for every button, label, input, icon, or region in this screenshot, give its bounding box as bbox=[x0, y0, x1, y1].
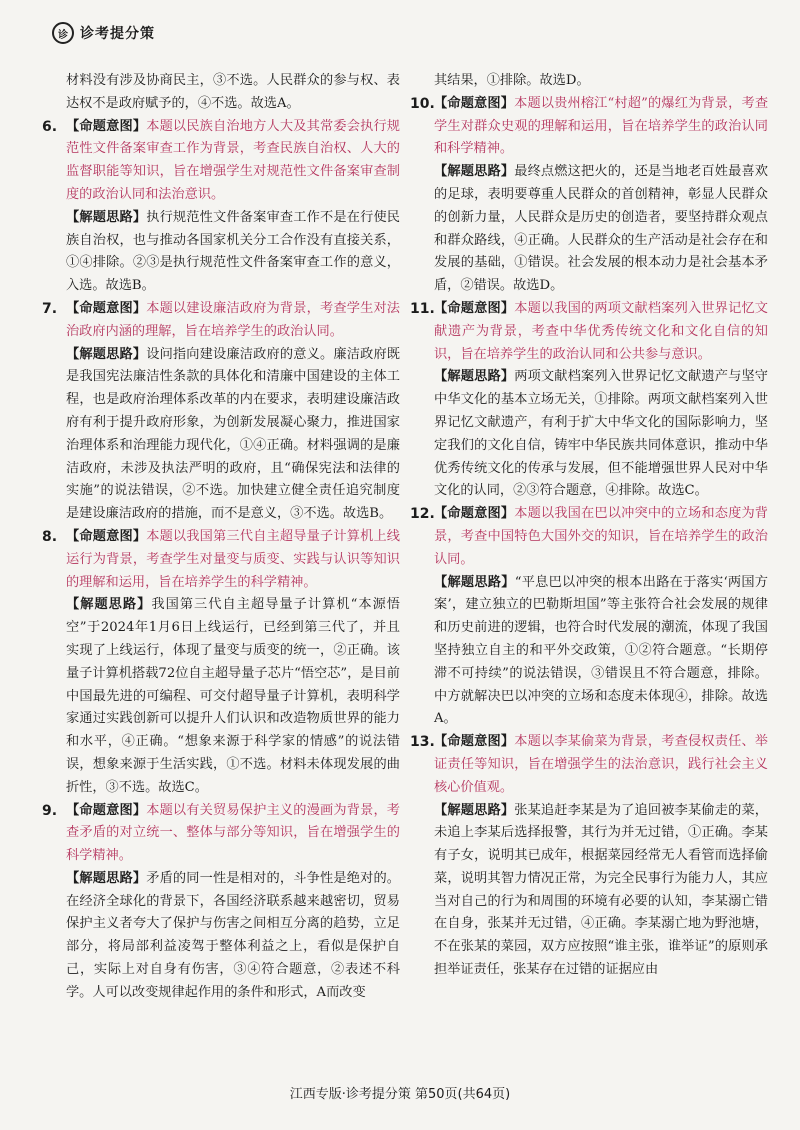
question-number: 12. bbox=[410, 506, 435, 523]
intent-text: 本题以我国的两项文献档案列入世界记忆文献遗产为背景，考查中华优秀传统文化和文化自信的知识，旨在培养学生的政治认同和公共参与意识。 bbox=[434, 300, 768, 362]
question-number: 8. bbox=[42, 528, 58, 545]
analysis-tag: 【解题思路】 bbox=[434, 369, 515, 385]
question-number: 13. bbox=[410, 734, 435, 751]
question-8 bbox=[42, 526, 400, 800]
analysis-tag: 【解题思路】 bbox=[434, 164, 515, 180]
analysis-text: 张某追赶李某是为了追回被李某偷走的菜，未追上李某后选择报警，其行为并无过错，①正确。李某有子女，说明其已成年，根据菜园经常无人看管而选择偷菜，说明其智力情况正常，为完全民事行为能力人，其应当对自己的行为和周围的环境有必要的认知，李某溺亡错在自身，张某并无过错，④正确。李某溺亡地为野池塘，不在张某的菜园，双方应按照“谁主张，谁举证”的原则承担举证责任，张某存在过错的证据应由 bbox=[434, 802, 768, 978]
question-number: 7. bbox=[42, 300, 58, 317]
intent-tag: 【命题意图】 bbox=[434, 95, 515, 111]
left-continuation: 材料没有涉及协商民主，③不选。人民群众的参与权、表达权不是政府赋予的，④不选。故选A。 bbox=[66, 73, 400, 111]
intent-tag: 【命题意图】 bbox=[434, 734, 515, 750]
question-number: 9. bbox=[42, 802, 58, 819]
analysis-text: 执行规范性文件备案审查工作不是在行使民族自治权，也与推动各国家机关分工合作没有直接关系，①④排除。②③是执行规范性文件备案审查工作的意义，入选。故选B。 bbox=[66, 209, 400, 294]
intent-text: 本题以民族自治地方人大及其常委会执行规范性文件备案审查工作为背景，考查民族自治权、人大的监督职能等知识，旨在增强学生对规范性文件备案审查制度的政治认同和法治意识。 bbox=[66, 118, 400, 202]
right-column bbox=[410, 70, 768, 982]
brand-logo: 诊 bbox=[52, 22, 74, 44]
question-number: 6. bbox=[42, 118, 58, 135]
intent-tag: 【命题意图】 bbox=[66, 802, 147, 818]
intent-tag: 【命题意图】 bbox=[66, 118, 147, 134]
intent-tag: 【命题意图】 bbox=[434, 506, 515, 522]
analysis-tag: 【解题思路】 bbox=[66, 870, 147, 886]
right-continuation: 其结果，①排除。故选D。 bbox=[434, 73, 590, 88]
intent-text: 本题以建设廉洁政府为背景，考查学生对法治政府内涵的理解，旨在培养学生的政治认同。 bbox=[66, 300, 400, 339]
question-number: 10. bbox=[410, 95, 435, 112]
analysis-text: 矛盾的同一性是相对的，斗争性是绝对的。在经济全球化的背景下，各国经济联系越来越密切，贸易保护主义者夸大了保护与伤害之间相互分离的趋势，立足部分，将局部利益凌驾于整体利益之上，看似是保护自己，实际上对自身有伤害，③④符合题意，②表述不科学。人可以改变规律起作用的条件和形式，A而改变 bbox=[66, 870, 400, 1000]
intent-text: 本题以贵州榕江“村超”的爆红为背景，考查学生对群众史观的理解和运用，旨在培养学生的政治认同和科学精神。 bbox=[434, 95, 769, 157]
intent-tag: 【命题意图】 bbox=[66, 528, 147, 544]
intent-text: 本题以我国第三代自主超导量子计算机上线运行为背景，考查学生对量变与质变、实践与认识等知识的理解和运用，旨在培养学生的科学精神。 bbox=[66, 528, 400, 590]
question-13 bbox=[410, 731, 768, 982]
analysis-tag: 【解题思路】 bbox=[66, 346, 147, 362]
analysis-text: 我国第三代自主超导量子计算机“本源悟空”于2024年1月6日上线运行，已经到第三代了，并且实现了上线运行，体现了量变与质变的统一，②正确。该量子计算机搭载72位自主超导量子芯片“悟空芯”，是目前中国最先进的可编程、可交付超导量子计算机，表明科学家通过实践创新可以提升人们认识和改造物质世界的能力和水平，④正确。“想象来源于科学家的情感”的说法错误，想象来源于生活实践，①不选。材料未体现发展的曲折性，③不选。故选C。 bbox=[66, 597, 400, 795]
question-7 bbox=[42, 298, 400, 526]
left-column bbox=[42, 70, 400, 1005]
intent-tag: 【命题意图】 bbox=[434, 300, 515, 316]
analysis-tag: 【解题思路】 bbox=[434, 574, 515, 590]
intent-text: 本题以我国在巴以冲突中的立场和态度为背景，考查中国特色大国外交的知识，旨在培养学生的政治认同。 bbox=[434, 506, 768, 567]
page-footer: 江西专版·诊考提分策 第50页(共64页) bbox=[289, 1087, 511, 1102]
question-6 bbox=[42, 116, 400, 298]
analysis-text: 两项文献档案列入世界记忆文献遗产与坚守中华文化的基本立场无关，①排除。两项文献档案列入世界记忆文献遗产，有利于扩大中华文化的国际影响力，坚定我们的文化自信，铸牢中华民族共同体意识，推动中华优秀传统文化的传承与发展，但不能增强世界人民对中华文化的认同，②③符合题意，④排除。故选C。 bbox=[434, 369, 768, 499]
question-number: 11. bbox=[410, 300, 435, 317]
analysis-text: 最终点燃这把火的，还是当地老百姓最喜欢的足球，表明要尊重人民群众的首创精神，彰显人民群众的创新力量，人民群众是历史的创造者，要坚持群众观点和群众路线，④正确。人民群众的生产活动是社会存在和发展的基础，①错误。社会发展的根本动力是社会基本矛盾，②错误。故选D。 bbox=[434, 164, 768, 294]
intent-tag: 【命题意图】 bbox=[66, 300, 147, 316]
question-11 bbox=[410, 298, 768, 503]
brand-title: 诊考提分策 bbox=[80, 26, 155, 42]
question-10 bbox=[410, 93, 768, 298]
question-12 bbox=[410, 503, 768, 731]
page-header bbox=[52, 22, 155, 44]
analysis-tag: 【解题思路】 bbox=[66, 209, 147, 225]
analysis-tag: 【解题思路】 bbox=[434, 802, 515, 818]
analysis-text: 设问指向建设廉洁政府的意义。廉洁政府既是我国宪法廉洁性条款的具体化和清廉中国建设的主体工程，也是政府治理体系改革的内在要求，表明建设廉洁政府有利于提升政府形象，为创新发展凝心聚力，推进国家治理体系和治理能力现代化，①④正确。材料强调的是廉洁政府，未涉及执法严明的政府，且“确保宪法和法律的实施”的说法错误，②不选。加快建立健全责任追究制度是建设廉洁政府的措施，而不是意义，③不选。故选B。 bbox=[66, 346, 400, 522]
analysis-text: “平息巴以冲突的根本出路在于落实‘两国方案’，建立独立的巴勒斯坦国”等主张符合社会发展的规律和历史前进的逻辑，也符合时代发展的潮流，体现了我国坚持独立自主的和平外交政策，①②符合题意。“长期停滞不可持续”的说法错误，③错误且不符合题意，排除。中方就解决巴以冲突的立场和态度未体现④，排除。故选A。 bbox=[434, 574, 768, 727]
analysis-tag: 【解题思路】 bbox=[66, 597, 152, 613]
intent-text: 本题以有关贸易保护主义的漫画为背景，考查矛盾的对立统一、整体与部分等知识，旨在增强学生的科学精神。 bbox=[66, 802, 400, 864]
intent-text: 本题以李某偷菜为背景，考查侵权责任、举证责任等知识，旨在增强学生的法治意识，践行社会主义核心价值观。 bbox=[434, 734, 768, 795]
question-9 bbox=[42, 800, 400, 1005]
